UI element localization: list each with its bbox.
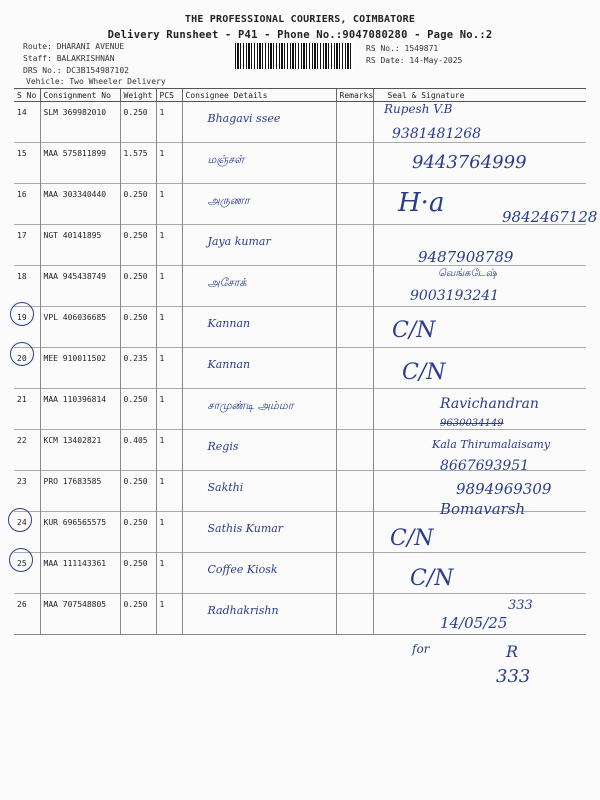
cell-pcs: 1 (156, 307, 182, 348)
table-row (14, 348, 586, 389)
consignee-handwriting: Bhagavi ssee (207, 112, 281, 125)
cell-remarks (336, 553, 373, 594)
signature-for-label: for (412, 642, 430, 656)
signature-row-20-cn: C/N (402, 360, 446, 385)
cell-consignment: MAA 111143361 (40, 553, 120, 594)
cell-consignee (182, 348, 336, 389)
cell-consignee (182, 471, 336, 512)
cell-consignee (182, 594, 336, 635)
cell-remarks (336, 184, 373, 225)
cell-remarks (336, 471, 373, 512)
cell-pcs: 1 (156, 430, 182, 471)
cell-consignment: MAA 945438749 (40, 266, 120, 307)
cell-weight: 1.575 (120, 143, 156, 184)
signature-row-25-cn: C/N (410, 566, 454, 591)
consignee-handwriting: Sathis Kumar (207, 522, 284, 535)
cell-consignee (182, 143, 336, 184)
signature-row-26-code: 333 (508, 598, 533, 613)
cell-sno: 16 (14, 184, 40, 225)
signature-bottom-code: 333 (496, 666, 531, 687)
col-weight: Weight (120, 89, 156, 102)
cell-sno: 15 (14, 143, 40, 184)
cell-sno: 22 (14, 430, 40, 471)
header-company-title: THE PROFESSIONAL COURIERS, COIMBATORE (184, 14, 416, 25)
signature-row-16-phone: 9842467128 (502, 208, 598, 226)
table-row (14, 266, 586, 307)
cell-pcs: 1 (156, 471, 182, 512)
cell-pcs: 1 (156, 143, 182, 184)
signature-row-22-name: Kala Thirumalaisamy (432, 438, 551, 451)
signature-row-14-phone: 9381481268 (392, 126, 482, 142)
cell-sno: 18 (14, 266, 40, 307)
cell-consignee (182, 389, 336, 430)
signature-row-23-name: Bomavarsh (440, 500, 526, 518)
consignee-handwriting: Jaya kumar (207, 235, 271, 248)
signature-row-23-phone: 9894969309 (456, 480, 552, 498)
col-remarks: Remarks (336, 89, 373, 102)
cell-pcs: 1 (156, 102, 182, 143)
cell-consignment: VPL 406036685 (40, 307, 120, 348)
cell-remarks (336, 143, 373, 184)
signature-row-19-cn: C/N (392, 318, 436, 343)
cell-pcs: 1 (156, 184, 182, 225)
cell-remarks (336, 348, 373, 389)
cell-consignee (182, 102, 336, 143)
cell-weight: 0.250 (120, 553, 156, 594)
consignee-handwriting: Kannan (207, 358, 251, 371)
cell-sno: 14 (14, 102, 40, 143)
cell-weight: 0.250 (120, 307, 156, 348)
col-consignee: Consignee Details (182, 89, 336, 102)
signature-row-24-cn: C/N (390, 526, 434, 551)
cell-consignment: SLM 369982010 (40, 102, 120, 143)
cell-consignment: KUR 696565575 (40, 512, 120, 553)
header-runsheet-title: Delivery Runsheet - P41 - Phone No.:9047080280 - Page No.:2 (107, 29, 493, 41)
cell-sno: 26 (14, 594, 40, 635)
cell-pcs: 1 (156, 594, 182, 635)
table-header-row (14, 89, 586, 102)
consignee-handwriting: Radhakrishn (207, 604, 279, 617)
consignee-handwriting: அருணா (207, 194, 250, 207)
cell-consignee (182, 266, 336, 307)
cell-consignment: KCM 13402821 (40, 430, 120, 471)
cell-weight: 0.250 (120, 389, 156, 430)
drs-number: DRS No.: DC3B154987102 (23, 66, 129, 75)
col-consignment: Consignment No (40, 89, 120, 102)
signature-row-22-phone: 8667693951 (440, 458, 530, 474)
cell-weight: 0.235 (120, 348, 156, 389)
signature-row-16-mark: H·a (398, 188, 445, 218)
cell-signature (373, 553, 586, 594)
cell-consignment: MAA 110396814 (40, 389, 120, 430)
signature-row-15-phone: 9443764999 (412, 152, 527, 173)
cell-consignee (182, 430, 336, 471)
cell-consignment: MAA 575811899 (40, 143, 120, 184)
staff-label: Staff: BALAKRISHNAN (23, 54, 115, 63)
cell-weight: 0.250 (120, 512, 156, 553)
cell-sno: 25 (14, 553, 40, 594)
cell-weight: 0.405 (120, 430, 156, 471)
cell-pcs: 1 (156, 553, 182, 594)
vehicle-label: Vehicle: Two Wheeler Delivery (26, 77, 166, 86)
rs-date: RS Date: 14-May-2025 (366, 56, 463, 65)
col-signature: Seal & Signature (373, 89, 586, 102)
cell-consignment: MAA 303340440 (40, 184, 120, 225)
signature-row-18-phone: 9003193241 (410, 288, 500, 304)
table-row (14, 102, 586, 143)
col-sno: S No (14, 89, 40, 102)
barcode (235, 43, 353, 69)
cell-remarks (336, 266, 373, 307)
cell-remarks (336, 307, 373, 348)
cell-remarks (336, 102, 373, 143)
cell-pcs: 1 (156, 266, 182, 307)
cell-remarks (336, 430, 373, 471)
consignee-handwriting: Coffee Kiosk (207, 563, 278, 576)
cell-pcs: 1 (156, 225, 182, 266)
cell-weight: 0.250 (120, 594, 156, 635)
cell-sno: 24 (14, 512, 40, 553)
row-19-circle-mark (10, 302, 34, 326)
signature-row-21-name: Ravichandran (440, 396, 539, 412)
consignee-handwriting: அசோக் (207, 276, 247, 289)
cell-remarks (336, 225, 373, 266)
cell-pcs: 1 (156, 348, 182, 389)
cell-weight: 0.250 (120, 225, 156, 266)
col-pcs: PCS (156, 89, 182, 102)
cell-sno: 17 (14, 225, 40, 266)
cell-sno: 20 (14, 348, 40, 389)
signature-row-17-phone: 9487908789 (418, 248, 514, 266)
cell-sno: 21 (14, 389, 40, 430)
signature-bottom-initial: R (506, 642, 519, 661)
cell-consignee (182, 307, 336, 348)
cell-pcs: 1 (156, 512, 182, 553)
signature-row-26-date: 14/05/25 (440, 614, 508, 632)
consignee-handwriting: Kannan (207, 317, 251, 330)
signature-row-21-phone: 9630034149 (440, 418, 504, 429)
cell-remarks (336, 594, 373, 635)
cell-consignee (182, 553, 336, 594)
consignee-handwriting: Regis (207, 440, 239, 453)
row-25-circle-mark (9, 548, 33, 572)
table-row (14, 553, 586, 594)
route-label: Route: DHARANI AVENUE (23, 42, 125, 51)
row-24-circle-mark (8, 508, 32, 532)
signature-row-18-name: வெங்கடேஷ் (438, 268, 497, 279)
cell-consignee (182, 184, 336, 225)
cell-weight: 0.250 (120, 266, 156, 307)
cell-pcs: 1 (156, 389, 182, 430)
rs-number: RS No.: 1549871 (366, 44, 439, 53)
cell-consignment: PRO 17683585 (40, 471, 120, 512)
cell-weight: 0.250 (120, 184, 156, 225)
consignee-handwriting: சாமுண்டி அம்மா (207, 399, 294, 412)
cell-weight: 0.250 (120, 471, 156, 512)
cell-sno: 23 (14, 471, 40, 512)
cell-consignment: NGT 40141895 (40, 225, 120, 266)
consignee-handwriting: Sakthi (207, 481, 244, 494)
cell-sno: 19 (14, 307, 40, 348)
cell-consignee (182, 225, 336, 266)
cell-weight: 0.250 (120, 102, 156, 143)
table-row (14, 184, 586, 225)
row-20-circle-mark (10, 342, 34, 366)
cell-consignment: MAA 707548805 (40, 594, 120, 635)
cell-consignment: MEE 910011502 (40, 348, 120, 389)
table-row (14, 307, 586, 348)
signature-row-14-name: Rupesh V.B (384, 102, 453, 116)
cell-remarks (336, 512, 373, 553)
cell-consignee (182, 512, 336, 553)
cell-remarks (336, 389, 373, 430)
consignee-handwriting: மஞ்சள் (207, 153, 245, 166)
